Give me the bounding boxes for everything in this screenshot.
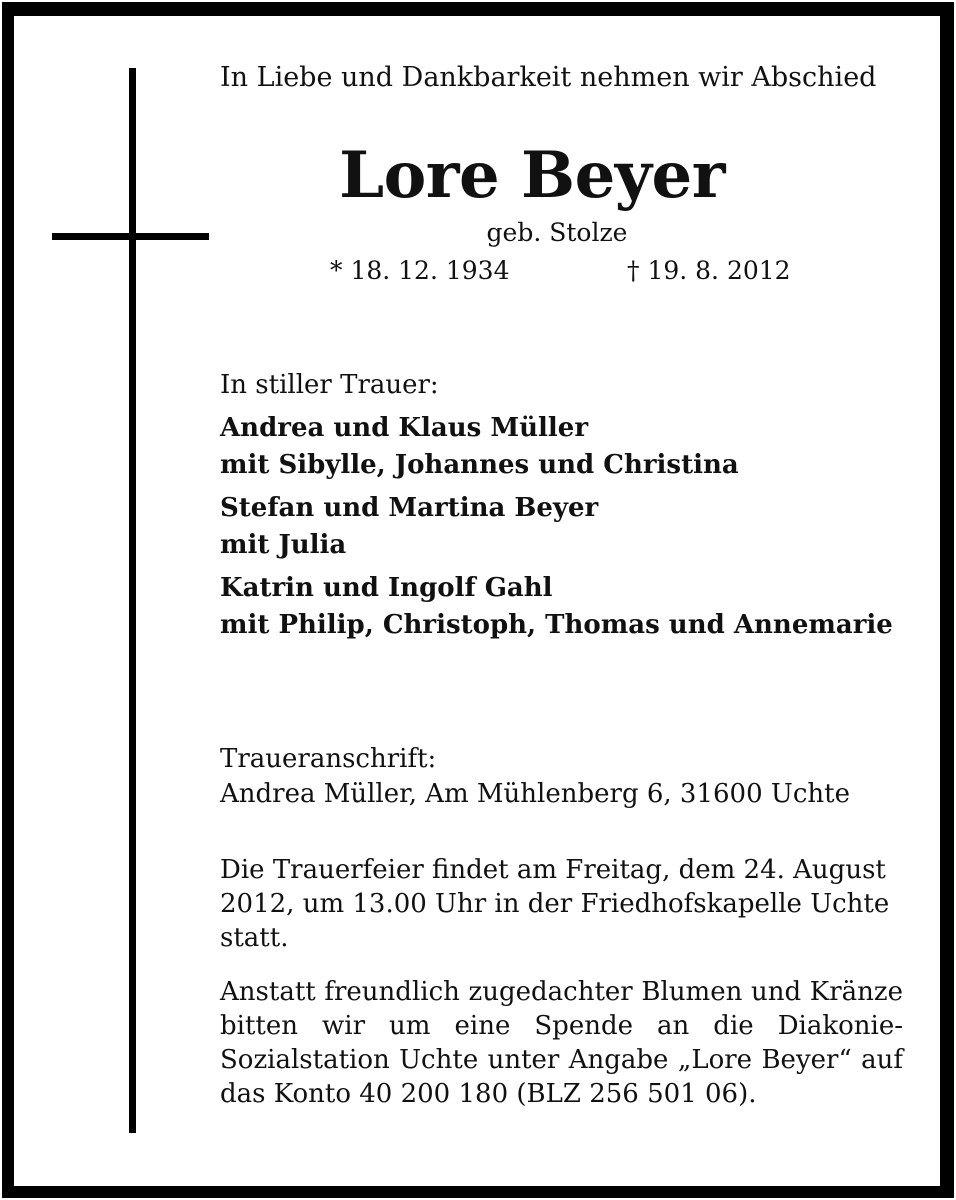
maiden-name: geb. Stolze xyxy=(486,218,628,247)
mourner-line: mit Sibylle, Johannes und Christina xyxy=(220,450,739,480)
intro-line: In Liebe und Dankbarkeit nehmen wir Abschied xyxy=(220,62,877,93)
mourner-line: Stefan und Martina Beyer xyxy=(220,493,599,523)
deceased-name: Lore Beyer xyxy=(339,138,725,213)
mourner-line: Katrin und Ingolf Gahl xyxy=(220,573,553,603)
address-label: Traueranschrift: xyxy=(220,744,437,774)
service-paragraph: Die Trauerfeier findet am Freitag, dem 24. August 2012, um 13.00 Uhr in der Friedhofskapelle Uchte statt. xyxy=(220,855,890,953)
birth-date: * 18. 12. 1934 xyxy=(330,256,510,285)
mourner-line: mit Philip, Christoph, Thomas und Annemarie xyxy=(220,610,893,640)
address-value: Andrea Müller, Am Mühlenberg 6, 31600 Uchte xyxy=(220,779,850,809)
death-date: † 19. 8. 2012 xyxy=(627,256,791,285)
donation-paragraph: Anstatt freundlich zugedachter Blumen und Kränze bitten wir um eine Spende an die Diakonie-Sozialstation Uchte unter Angabe „Lore Beyer“ auf das Konto 40 200 180 (BLZ 256 501 06). xyxy=(220,977,903,1109)
mourner-line: Andrea und Klaus Müller xyxy=(220,413,589,443)
mourner-line: mit Julia xyxy=(220,530,347,560)
mourners-heading: In stiller Trauer: xyxy=(220,370,439,400)
